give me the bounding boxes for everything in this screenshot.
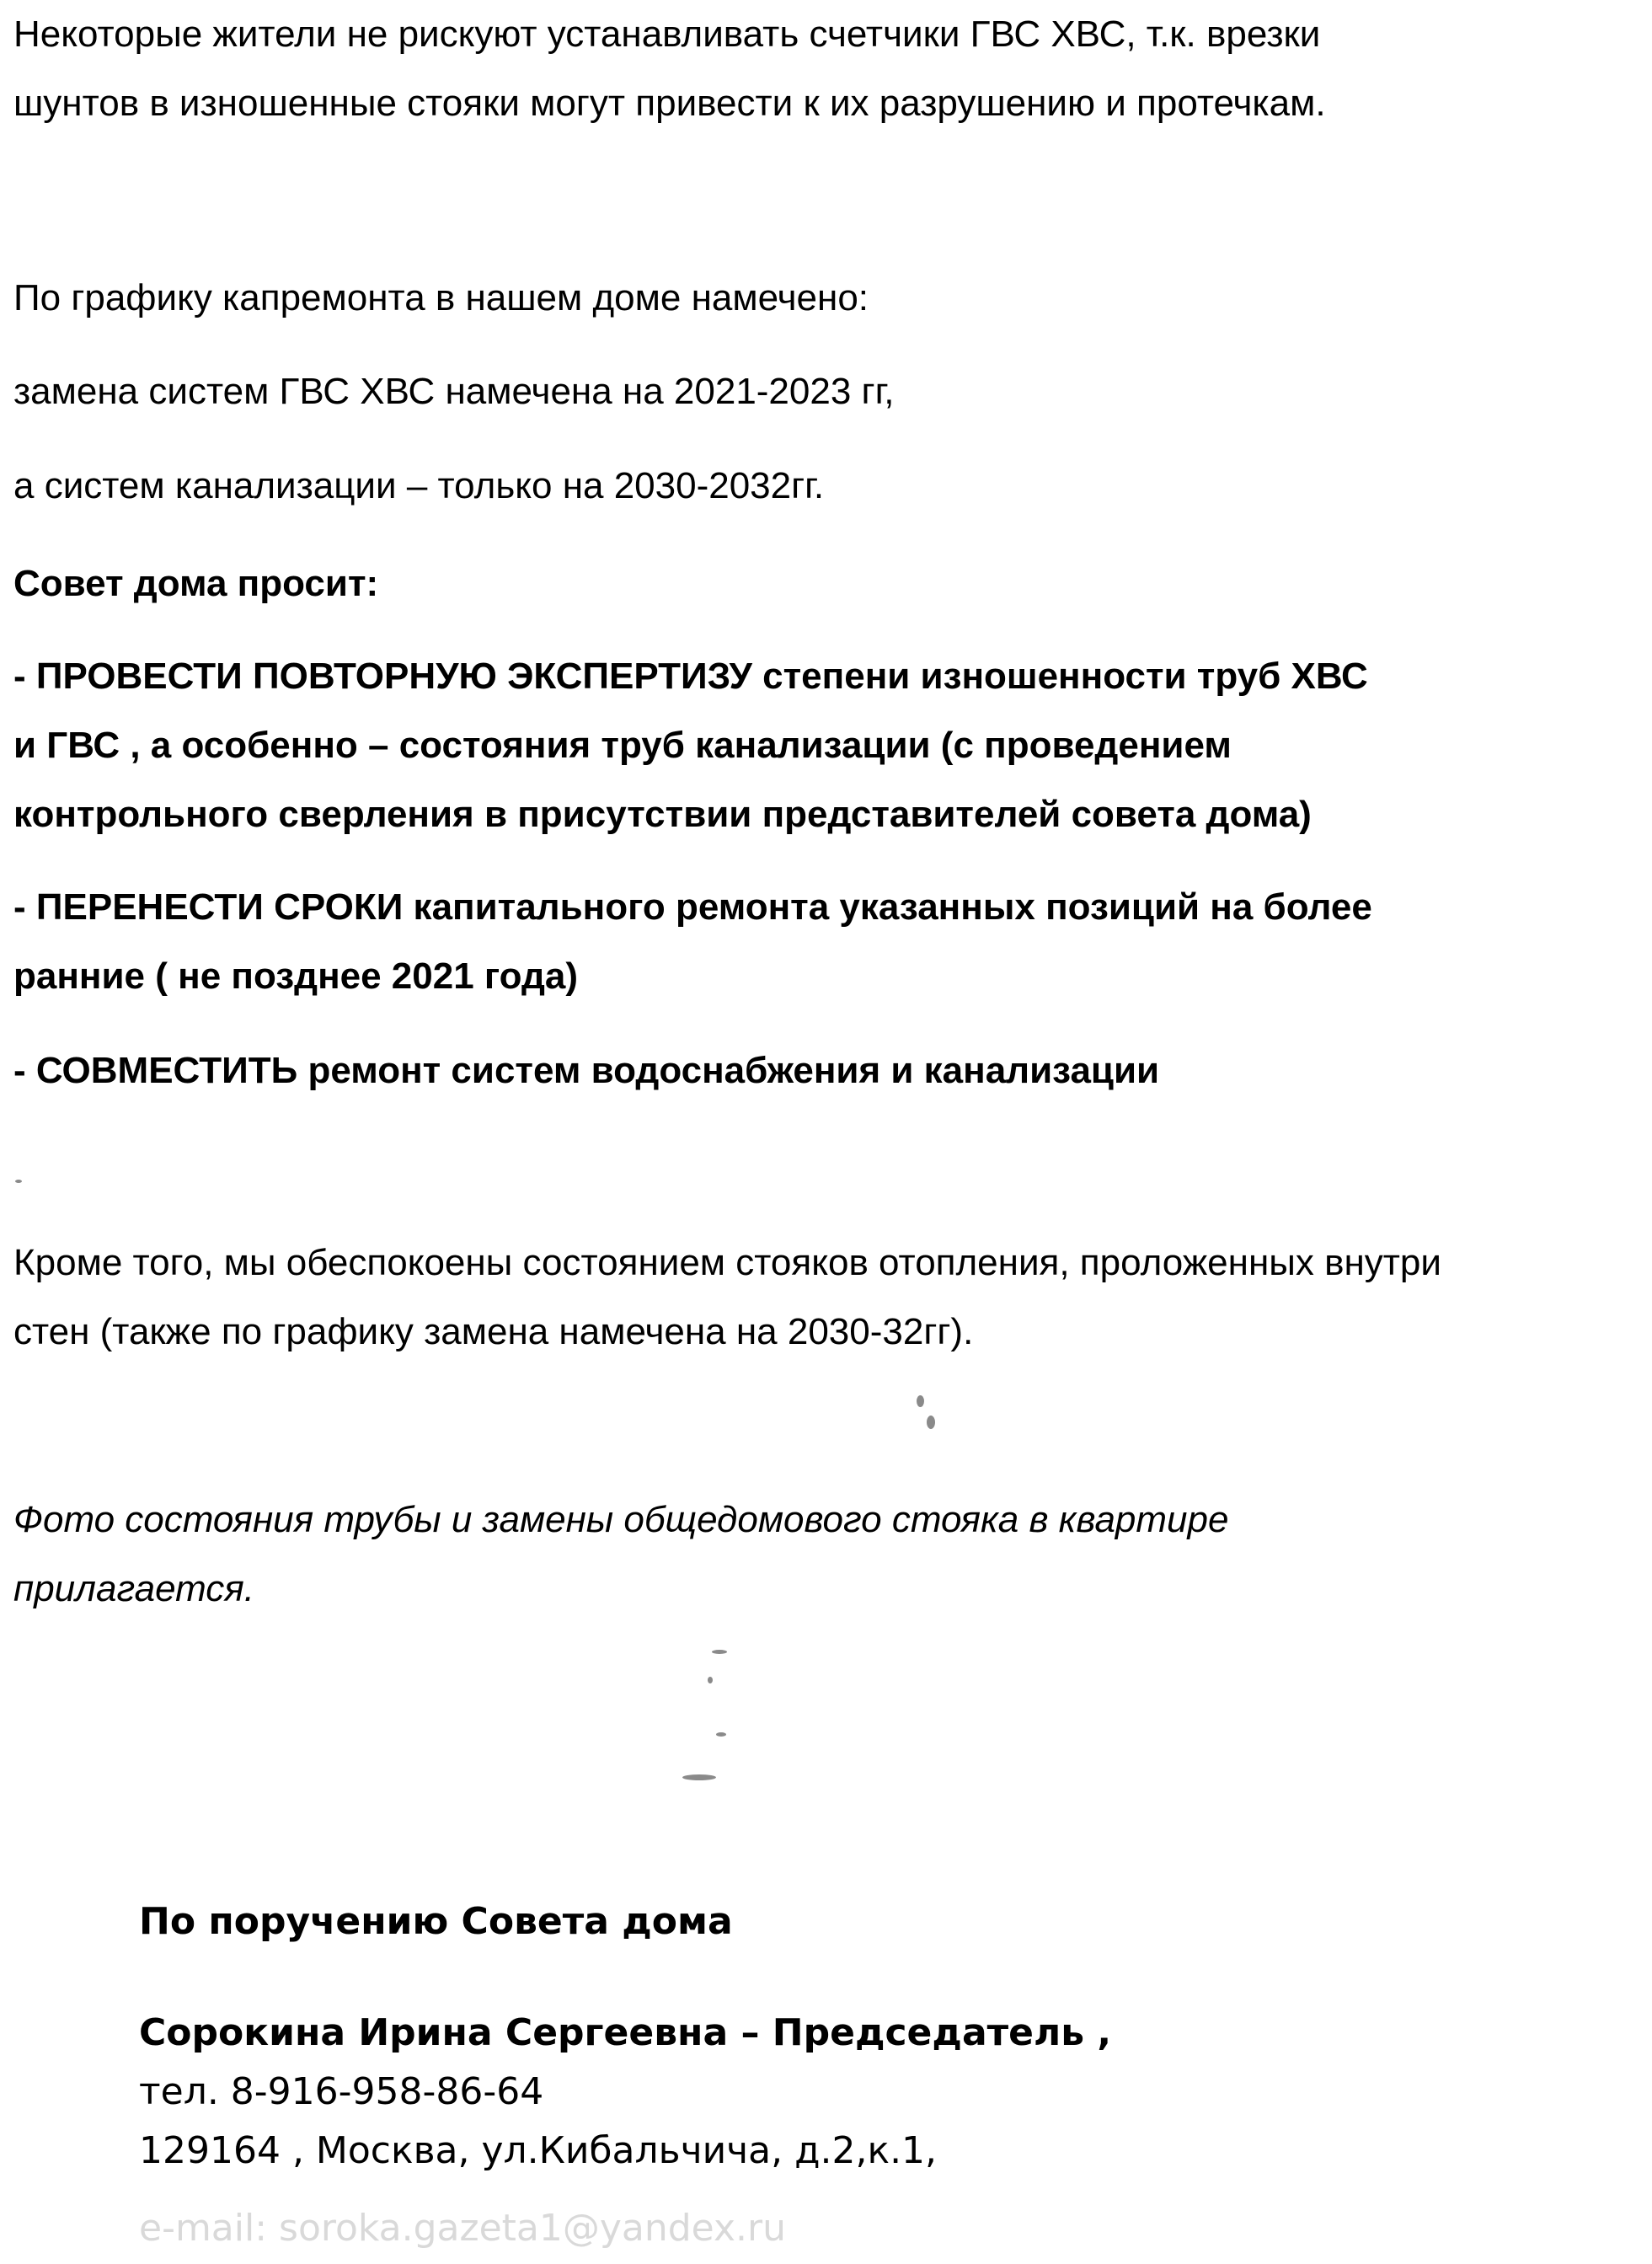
signatory-phone: тел. 8-916-958-86-64 — [139, 2070, 544, 2113]
photo-line-2: прилагается. — [13, 1568, 254, 1609]
heating-line-1: Кроме того, мы обеспокоены состоянием стояков отопления, проложенных внутри — [13, 1242, 1441, 1283]
photo-line-1: Фото состояния трубы и замены общедомового стояка в квартире — [13, 1499, 1229, 1540]
signatory-email: e-mail: soroka.gazeta1@yandex.ru — [139, 2207, 786, 2250]
schedule-water: замена систем ГВС ХВС намечена на 2021-2023 гг, — [13, 371, 895, 412]
heating-note — [13, 1228, 1441, 1367]
signatory-address: 129164 , Москва, ул.Кибальчича, д.2,к.1, — [139, 2129, 938, 2172]
intro-line-2: шунтов в изношенные стояки могут привести к их разрушению и протечкам. — [13, 83, 1326, 124]
request-reschedule — [13, 873, 1372, 1011]
scan-speck — [927, 1416, 935, 1429]
scan-speck — [712, 1650, 727, 1654]
signatory-name: Сорокина Ирина Сергеевна – Председатель , — [139, 2011, 1112, 2054]
on-behalf-line: По поручению Совета дома — [139, 1900, 733, 1943]
signatory-block — [139, 2004, 1111, 2181]
scan-speck — [682, 1774, 716, 1780]
request-2-line-2: ранние ( не позднее 2021 года) — [13, 955, 579, 997]
intro-paragraph — [13, 0, 1326, 138]
schedule-sewer: а систем канализации – только на 2030-2032гг. — [13, 465, 825, 506]
schedule-intro: По графику капремонта в нашем доме намечено: — [13, 277, 869, 318]
request-1-line-3: контрольного сверления в присутствии представителей совета дома) — [13, 794, 1312, 835]
scan-speck — [917, 1395, 924, 1407]
intro-line-1: Некоторые жители не рискуют устанавливать счетчики ГВС ХВС, т.к. врезки — [13, 13, 1321, 55]
scan-speck — [15, 1180, 22, 1183]
request-1-line-2: и ГВС , а особенно – состояния труб канализации (с проведением — [13, 725, 1232, 766]
council-heading: Совет дома просит: — [13, 563, 379, 604]
scan-speck — [716, 1732, 726, 1737]
scan-speck — [708, 1677, 713, 1683]
heating-line-2: стен (также по графику замена намечена на 2030-32гг). — [13, 1311, 974, 1352]
request-expertise — [13, 642, 1368, 849]
photo-note — [13, 1485, 1228, 1624]
request-1-line-1: - ПРОВЕСТИ ПОВТОРНУЮ ЭКСПЕРТИЗУ степени изношенности труб ХВС — [13, 656, 1368, 697]
request-combine: - СОВМЕСТИТЬ ремонт систем водоснабжения и канализации — [13, 1050, 1160, 1091]
request-2-line-1: - ПЕРЕНЕСТИ СРОКИ капитального ремонта указанных позиций на более — [13, 886, 1372, 928]
